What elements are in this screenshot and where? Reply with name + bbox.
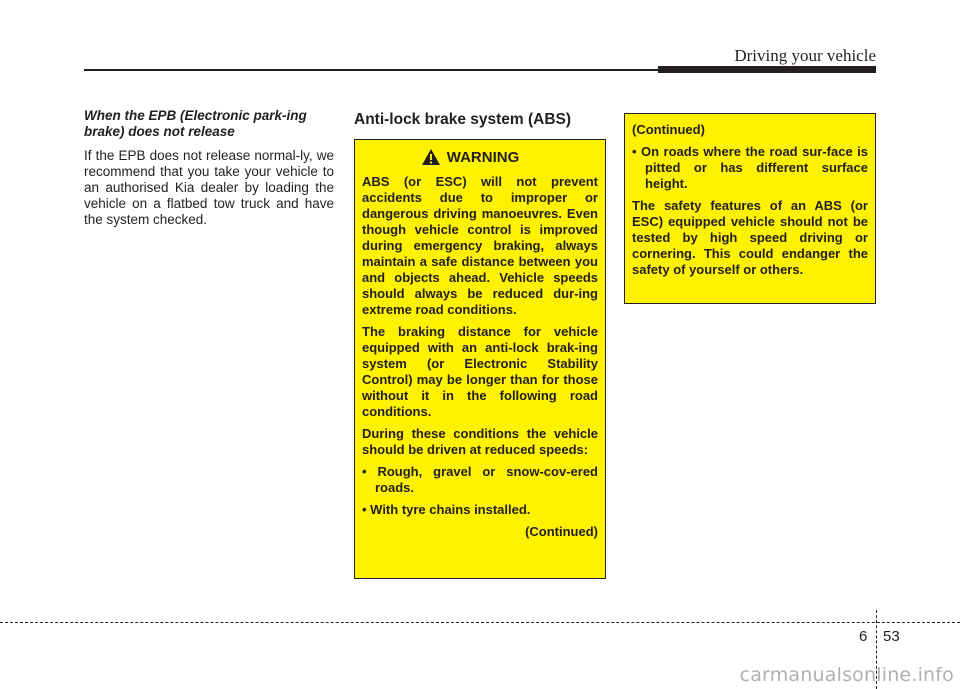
warning-box — [354, 139, 606, 579]
chapter-number: 6 — [859, 628, 868, 645]
warning-triangle-icon — [421, 148, 441, 166]
warning-continued-box — [624, 113, 876, 304]
continued-bullet: • On roads where the road sur-face is pitted or has different surface height. — [632, 144, 868, 191]
abs-section-title: Anti-lock brake system (ABS) — [354, 111, 572, 128]
middle-column — [354, 108, 606, 130]
epb-body-text: If the EPB does not release normal-ly, we recommend that you take your vehicle to an authorised Kia dealer by loading the vehicle on a flatbed tow truck and have the system checked. — [84, 148, 334, 227]
warning-heading-text: WARNING — [446, 148, 520, 166]
warning-continued: (Continued) — [525, 524, 598, 539]
continued-label: (Continued) — [632, 122, 705, 137]
page-header-title: Driving your vehicle — [734, 46, 876, 65]
page-number: 53 — [883, 628, 900, 645]
warning-paragraph-3: During these conditions the vehicle should be driven at reduced speeds: — [362, 426, 598, 457]
continued-paragraph: The safety features of an ABS (or ESC) equipped vehicle should not be tested by high speed driving or cornering. This could endanger the safety of yourself or others. — [632, 198, 868, 277]
epb-subheading: When the EPB (Electronic park-ing brake) does not release — [84, 108, 307, 139]
warning-heading — [342, 148, 598, 166]
header-rule-thick — [658, 66, 876, 73]
header-rule-thin — [84, 69, 680, 71]
left-column — [84, 108, 334, 228]
warning-bullet-1: • Rough, gravel or snow-cov-ered roads. — [362, 464, 598, 495]
warning-bullet-2: • With tyre chains installed. — [362, 502, 531, 517]
warning-paragraph-1: ABS (or ESC) will not prevent accidents due to improper or dangerous driving manoeuvres. Even though vehicle control is improved during emergency braking, always maintain a safe distance between you and objects ahead. Vehicle speeds should always be reduced dur-ing extreme road conditions. — [362, 174, 598, 317]
footer-dashed-rule — [0, 622, 960, 623]
warning-paragraph-2: The braking distance for vehicle equipped with an anti-lock brak-ing system (or Electronic Stability Control) may be longer than for those without it in the following road conditions. — [362, 324, 598, 419]
watermark-text: carmanualsonline.info — [739, 664, 954, 686]
